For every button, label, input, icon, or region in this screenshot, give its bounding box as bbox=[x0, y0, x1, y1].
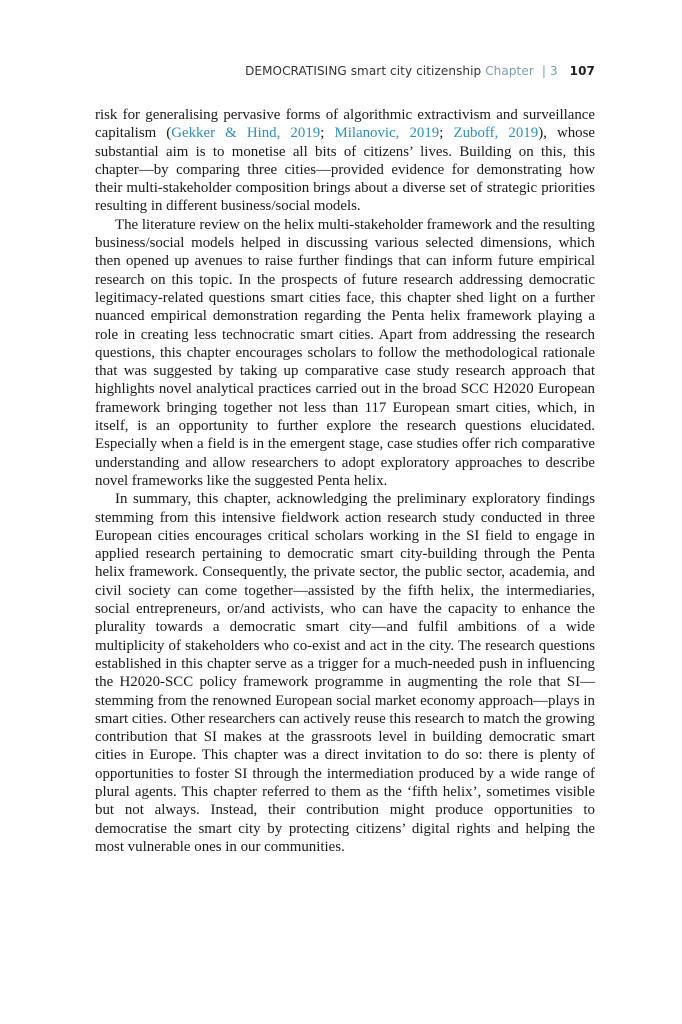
paragraph-text: risk for generalising pervasive forms of algorithmic extractivism and surveillance capitalism ( bbox=[95, 107, 595, 142]
page-number: 107 bbox=[569, 64, 595, 78]
running-head-chapter-label: Chapter bbox=[485, 64, 534, 78]
running-head-chapter-number: 3 bbox=[549, 64, 558, 78]
paragraph-text: ), whose substantial aim is to monetise all bits of citizens’ lives. Building on this, this chapter—by comparing three cities—provided evidence for demonstrating how their multi-stakeholder composition brings about a diverse set of strategic priorities resulting in different business/social models. bbox=[95, 125, 596, 215]
citation-link[interactable]: Milanovic, 2019 bbox=[334, 125, 440, 142]
running-head-separator: | bbox=[541, 64, 546, 78]
paragraph bbox=[95, 216, 595, 490]
citation-link[interactable]: Zuboff, 2019 bbox=[453, 125, 539, 142]
paragraph-text: In summary, this chapter, acknowledging the preliminary exploratory findings stemming from this intensive fieldwork action research study conducted in three European cities encourages critical scholars working in the SI field to engage in applied research pertaining to democratic smart city-building through the Penta helix framework. Consequently, the private sector, the public sector, academia, and civil society can come together—assisted by the fifth helix, the intermediaries, social entrepreneurs, or/and activists, who can have the capacity to enhance the plurality towards a democratic smart city—and fulfil ambitions of a wide multiplicity of stakeholders who co-exist and act in the city. The research questions established in this chapter serve as a trigger for a much-needed push in influencing the H2020-SCC policy framework programme in augmenting the role that SI—stemming from the renowned European social market economy approach—plays in smart cities. Other researchers can actively reuse this research to match the growing contribution that SI makes at the grassroots level in building democratic smart cities in Europe. This chapter was a direct invitation to do so: there is plenty of opportunities to foster SI through the intermediation produced by a wide range of plural agents. This chapter referred to them as the ‘fifth helix’, sometimes visible but not always. Instead, their contribution might produce opportunities to democratise the smart city by protecting citizens’ digital rights and helping the most vulnerable ones in our communities. bbox=[95, 491, 595, 855]
body-text bbox=[95, 106, 595, 856]
paragraph-text: ; bbox=[320, 125, 335, 142]
running-head bbox=[245, 64, 595, 78]
running-head-title: DEMOCRATISING smart city citizenship bbox=[245, 64, 482, 78]
paragraph-text: The literature review on the helix multi-stakeholder framework and the resulting business/social models helped in discussing various selected dimensions, which then opened up avenues to raise further findings that can inform future empirical research on this topic. In the prospects of future research addressing democratic legitimacy-related questions smart cities face, this chapter shed light on a further nuanced empirical demonstration regarding the Penta helix framework playing a role in creating less technocratic smart cities. Apart from addressing the research questions, this chapter encourages scholars to follow the methodological rationale that was suggested by taking up comparative case study research approach that highlights novel analytical practices carried out in the broad SCC H2020 European framework bringing together not less than 117 European smart cities, which, in itself, is an opportunity to further explore the research questions elucidated. Especially when a field is in the emergent stage, case studies offer rich comparative understanding and allow researchers to adopt exploratory approaches to describe novel frameworks like the suggested Penta helix. bbox=[95, 216, 595, 489]
paragraph-text: ; bbox=[439, 125, 454, 142]
paragraph bbox=[95, 490, 595, 856]
paragraph bbox=[95, 106, 595, 216]
citation-link[interactable]: Gekker & Hind, 2019 bbox=[171, 125, 321, 142]
